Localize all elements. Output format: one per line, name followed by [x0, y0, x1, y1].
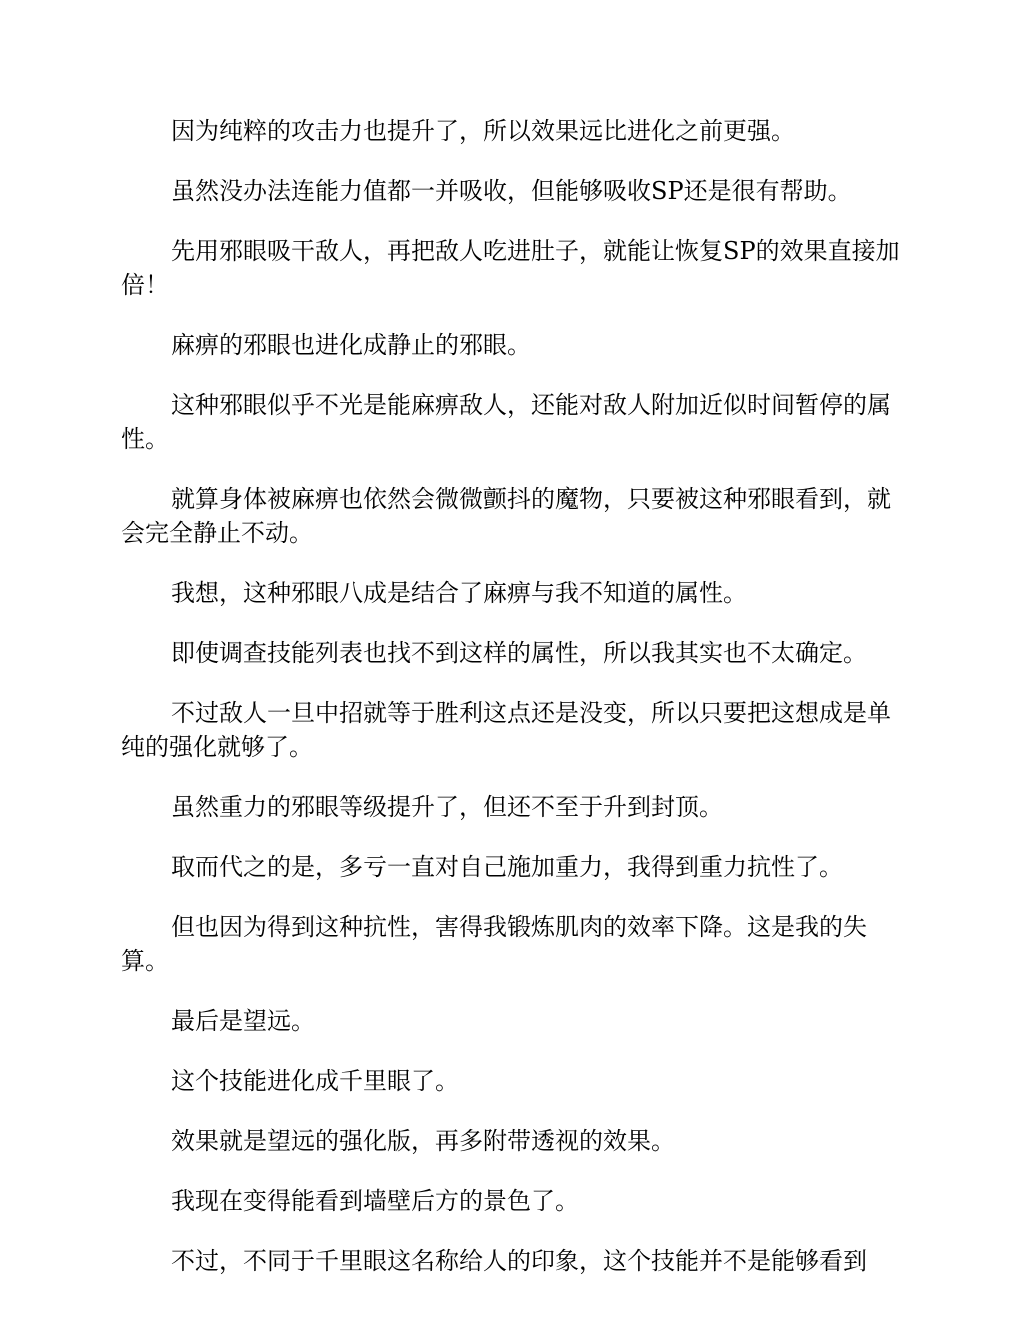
paragraph-13: 最后是望远。 [171, 1007, 315, 1035]
paragraph-1: 因为纯粹的攻击力也提升了，所以效果远比进化之前更强。 [171, 117, 795, 145]
document-body [121, 114, 901, 1304]
paragraph-11: 取而代之的是，多亏一直对自己施加重力，我得到重力抗性了。 [171, 853, 843, 881]
paragraph-14: 这个技能进化成千里眼了。 [171, 1067, 459, 1095]
paragraph-3: 先用邪眼吸干敌人，再把敌人吃进肚子，就能让恢复SP的效果直接加倍！ [121, 237, 900, 299]
paragraph-6: 就算身体被麻痹也依然会微微颤抖的魔物，只要被这种邪眼看到，就会完全静止不动。 [121, 485, 891, 547]
paragraph-2: 虽然没办法连能力值都一并吸收，但能够吸收SP还是很有帮助。 [171, 177, 852, 205]
paragraph-12: 但也因为得到这种抗性，害得我锻炼肌肉的效率下降。这是我的失算。 [121, 913, 867, 975]
paragraph-4: 麻痹的邪眼也进化成静止的邪眼。 [171, 331, 531, 359]
paragraph-16: 我现在变得能看到墙壁后方的景色了。 [171, 1187, 579, 1215]
paragraph-7: 我想，这种邪眼八成是结合了麻痹与我不知道的属性。 [171, 579, 747, 607]
paragraph-9: 不过敌人一旦中招就等于胜利这点还是没变，所以只要把这想成是单纯的强化就够了。 [121, 699, 891, 761]
paragraph-15: 效果就是望远的强化版，再多附带透视的效果。 [171, 1127, 675, 1155]
paragraph-8: 即使调查技能列表也找不到这样的属性，所以我其实也不太确定。 [171, 639, 867, 667]
paragraph-17: 不过，不同于千里眼这名称给人的印象，这个技能并不是能够看到 [171, 1247, 867, 1275]
paragraph-10: 虽然重力的邪眼等级提升了，但还不至于升到封顶。 [171, 793, 723, 821]
paragraph-5: 这种邪眼似乎不光是能麻痹敌人，还能对敌人附加近似时间暂停的属性。 [121, 391, 891, 453]
